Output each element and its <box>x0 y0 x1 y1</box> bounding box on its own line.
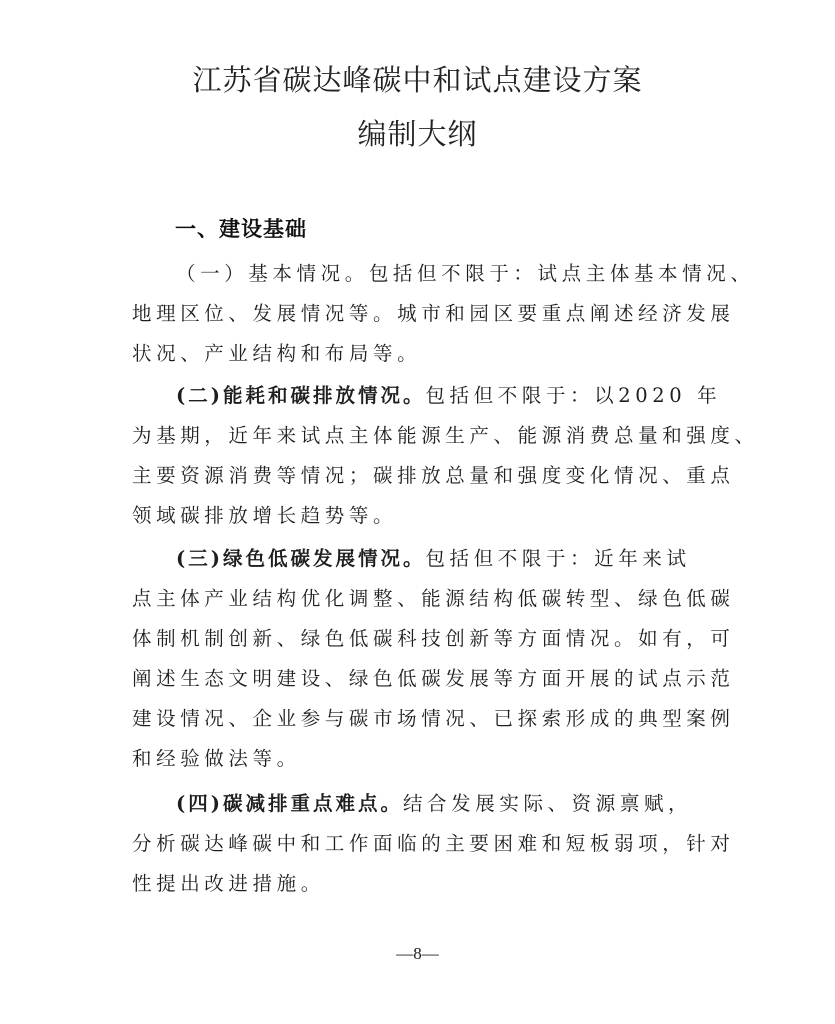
paragraph-line: 建设情况、企业参与碳市场情况、已探索形成的典型案例 <box>132 707 735 730</box>
paragraph-line <box>132 539 712 579</box>
paragraph-line: 为基期，近年来试点主体能源生产、能源消费总量和强度、 <box>132 424 759 447</box>
document-title: 江苏省碳达峰碳中和试点建设方案 <box>192 63 643 97</box>
paragraph-label: (二)能耗和碳排放情况。 <box>176 384 426 407</box>
paragraph-line: 主要资源消费等情况；碳排放总量和强度变化情况、重点 <box>132 464 735 487</box>
paragraph-line: 领域碳排放增长趋势等。 <box>132 504 398 527</box>
paragraph-basic-situation <box>132 254 755 374</box>
paragraph-text: 结合发展实际、资源禀赋， <box>402 792 693 815</box>
paragraph-line <box>132 254 755 294</box>
paragraph-green-development <box>132 539 735 779</box>
paragraph-line: 状况、产业结构和布局等。 <box>132 342 422 365</box>
paragraph-line <box>132 784 712 824</box>
paragraph-label: (三)绿色低碳发展情况。 <box>176 547 426 570</box>
document-subtitle: 编制大纲 <box>357 117 478 151</box>
paragraph-line: 体制机制创新、绿色低碳科技创新等方面情况。如有，可 <box>132 627 735 650</box>
paragraph-label: (四)碳减排重点难点。 <box>176 792 403 815</box>
paragraph-label: （一）基本情况。 <box>176 262 369 285</box>
paragraph-line: 性提出改进措施。 <box>132 872 325 895</box>
paragraph-line: 点主体产业结构优化调整、能源结构低碳转型、绿色低碳 <box>132 587 735 610</box>
section-heading: 一、建设基础 <box>175 217 307 241</box>
paragraph-energy-emissions <box>132 376 759 536</box>
paragraph-line: 阐述生态文明建设、绿色低碳发展等方面开展的试点示范 <box>132 667 735 690</box>
paragraph-line: 地理区位、发展情况等。城市和园区要重点阐述经济发展 <box>132 302 735 325</box>
paragraph-key-difficulties <box>132 784 735 904</box>
paragraph-line: 和经验做法等。 <box>132 747 301 770</box>
paragraph-text: 包括但不限于：试点主体基本情况、 <box>368 262 755 285</box>
page-number: —8— <box>396 944 439 963</box>
paragraph-text: 包括但不限于：以2020 年 <box>425 384 722 407</box>
paragraph-line: 分析碳达峰碳中和工作面临的主要困难和短板弱项，针对 <box>132 832 735 855</box>
paragraph-text: 包括但不限于：近年来试 <box>425 547 691 570</box>
paragraph-line <box>132 376 722 416</box>
